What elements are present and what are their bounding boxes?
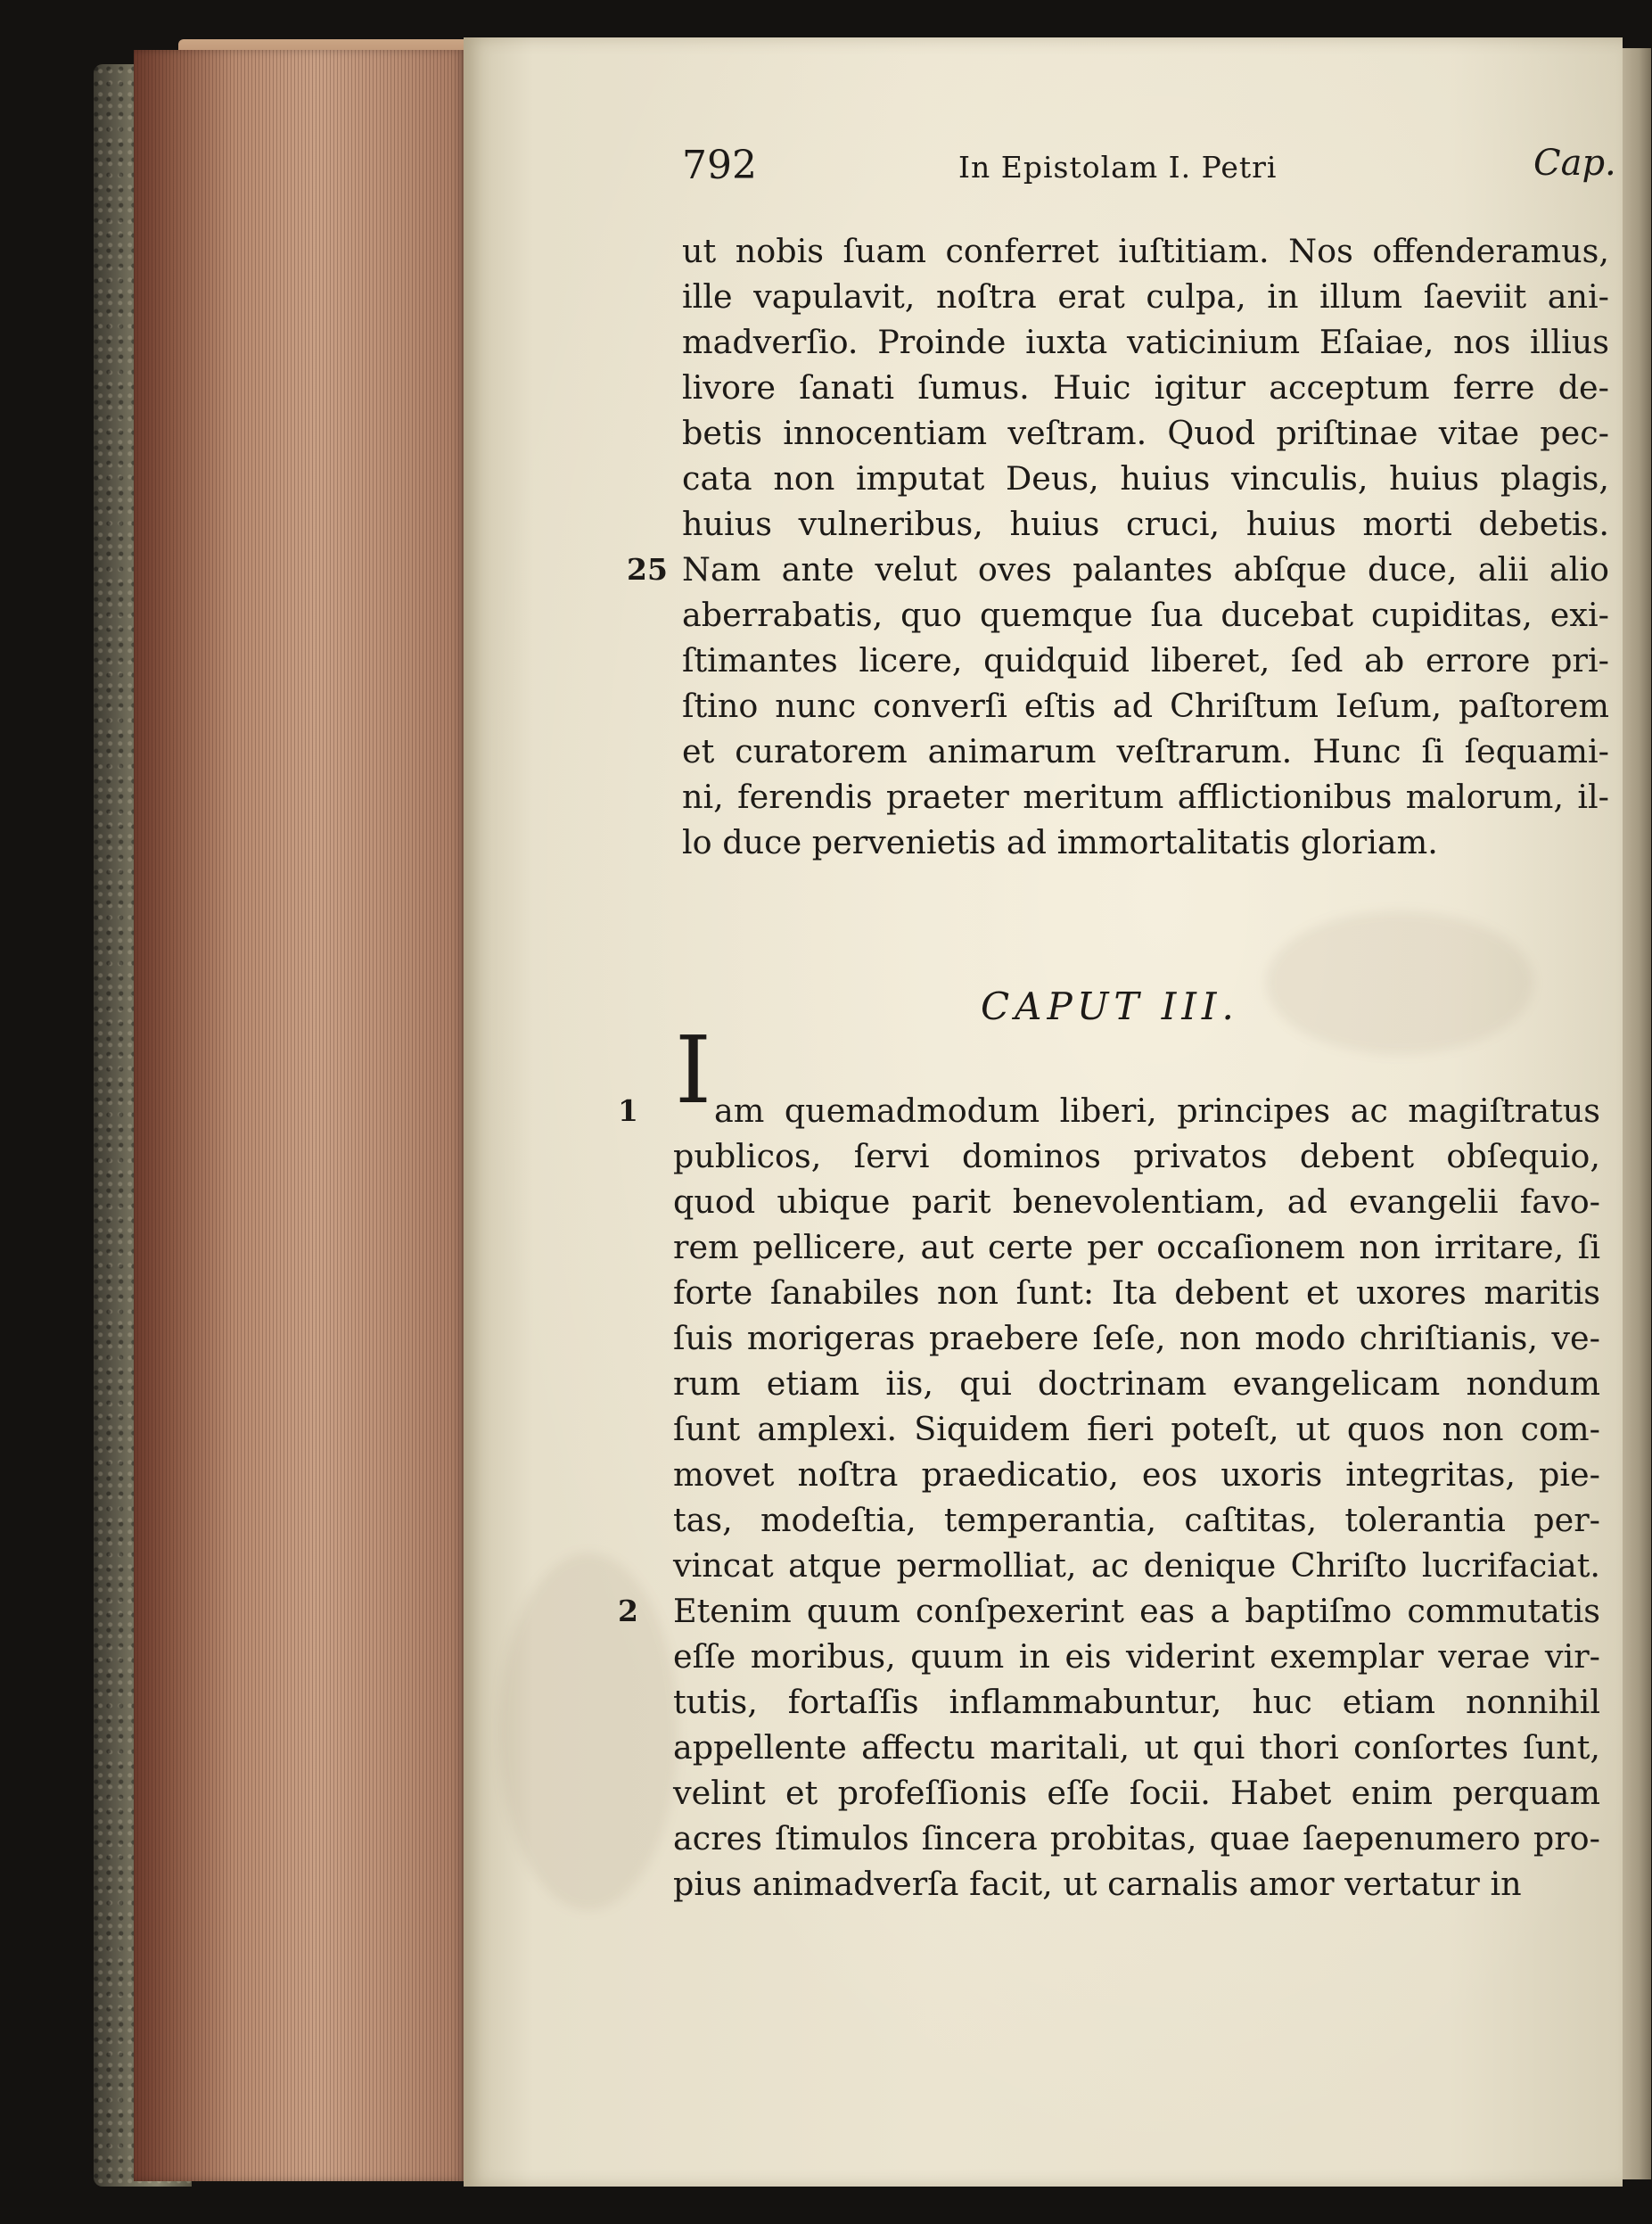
text-line [682, 729, 1609, 774]
line-text: appellente affectu maritali, ut qui thori conſortes ſunt, [673, 1728, 1600, 1767]
text-line [682, 638, 1609, 683]
text-line [673, 1315, 1600, 1361]
text-line [673, 1361, 1600, 1406]
text-block-2 [618, 1088, 1600, 1907]
line-text: ſunt amplexi. Siquidem fieri poteſt, ut quos non com- [673, 1410, 1600, 1448]
facing-page-edge [1621, 48, 1651, 2179]
drop-capital: I [675, 1016, 712, 1124]
line-text: eſſe moribus, quum in eis viderint exemplar verae vir- [673, 1637, 1600, 1676]
text-line [682, 501, 1609, 547]
text-line [682, 319, 1609, 365]
verse-number: 1 [618, 1093, 638, 1128]
text-line [673, 1816, 1600, 1861]
line-text: Etenim quum conſpexerint eas a baptiſmo commutatis [673, 1592, 1600, 1630]
text-line [682, 683, 1609, 729]
line-text: aberrabatis, quo quemque ſua ducebat cupiditas, exi- [682, 596, 1609, 634]
text-line [673, 1679, 1600, 1725]
line-text: ſtimantes licere, quidquid liberet, ſed ab errore pri- [682, 641, 1609, 680]
text-line [673, 1133, 1600, 1179]
line-text: ut nobis ſuam conferret iuſtitiam. Nos offenderamus, [682, 232, 1609, 270]
text-line [673, 1224, 1600, 1270]
line-text: pius animadverſa facit, ut carnalis amor vertatur in [673, 1865, 1522, 1903]
page-number: 792 [682, 143, 757, 188]
stain [1266, 911, 1533, 1054]
running-head-chapter: Cap. [1533, 143, 1616, 184]
line-text: rum etiam iis, qui doctrinam evangelicam nondum [673, 1364, 1600, 1403]
text-line [673, 1543, 1600, 1588]
text-line [682, 592, 1609, 638]
text-line [682, 365, 1609, 410]
page-block-edge [134, 50, 465, 2181]
line-text: Nam ante velut oves palantes abſque duce, alii alio [682, 550, 1609, 589]
text-line [673, 1861, 1600, 1907]
line-text: tas, modeſtia, temperantia, caſtitas, tolerantia per- [673, 1501, 1600, 1539]
text-line [627, 547, 1609, 592]
line-text: madverſio. Proinde iuxta vaticinium Eſaiae, nos illius [682, 323, 1609, 361]
line-text: am quemadmodum liberi, principes ac magiſtratus [714, 1091, 1600, 1130]
text-line [673, 1770, 1600, 1816]
text-line [682, 410, 1609, 456]
text-line [673, 1406, 1600, 1452]
verse-number: 2 [618, 1594, 638, 1628]
book-page [464, 37, 1623, 2187]
text-line [682, 456, 1609, 501]
line-text: rem pellicere, aut certe per occaſionem non irritare, ſi [673, 1228, 1600, 1266]
text-line [682, 820, 1609, 865]
chapter-heading: CAPUT III. [981, 984, 1239, 1028]
line-text: acres ſtimulos ſincera probitas, quae ſaepenumero pro- [673, 1819, 1600, 1857]
text-line [673, 1270, 1600, 1315]
text-line [673, 1497, 1600, 1543]
line-text: ille vapulavit, noſtra erat culpa, in illum ſaeviit ani- [682, 277, 1609, 316]
text-line [673, 1179, 1600, 1224]
line-text: forte ſanabiles non ſunt: Ita debent et uxores maritis [673, 1273, 1600, 1312]
line-text: et curatorem animarum veſtrarum. Hunc ſi ſequami- [682, 732, 1609, 770]
line-text: publicos, ſervi dominos privatos debent obſequio, [673, 1137, 1600, 1175]
text-line [673, 1725, 1600, 1770]
text-line [682, 774, 1609, 820]
text-line [682, 228, 1609, 274]
text-line [673, 1452, 1600, 1497]
line-text: movet noſtra praedicatio, eos uxoris integritas, pie- [673, 1455, 1600, 1494]
line-text: vincat atque permolliat, ac denique Chriſto lucrifaciat. [673, 1546, 1600, 1585]
line-text: quod ubique parit benevolentiam, ad evangelii favo- [673, 1182, 1600, 1221]
text-line [618, 1588, 1600, 1634]
text-block-1 [627, 228, 1609, 865]
line-text: betis innocentiam veſtram. Quod priſtinae vitae pec- [682, 414, 1609, 452]
line-text: cata non imputat Deus, huius vinculis, huius plagis, [682, 459, 1609, 498]
running-head-title: In Epistolam I. Petri [958, 150, 1278, 185]
line-text: ni, ferendis praeter meritum afflictionibus malorum, il- [682, 778, 1609, 816]
text-line [682, 274, 1609, 319]
verse-number: 25 [627, 552, 668, 587]
line-text: ſuis morigeras praebere ſeſe, non modo chriſtianis, ve- [673, 1319, 1600, 1357]
line-text: lo duce pervenietis ad immortalitatis gloriam. [682, 823, 1438, 861]
line-text: livore ſanati ſumus. Huic igitur acceptum ferre de- [682, 368, 1609, 407]
text-line [618, 1088, 1600, 1133]
text-line [673, 1634, 1600, 1679]
line-text: ſtino nunc converſi eſtis ad Chriſtum Ieſum, paſtorem [682, 687, 1609, 725]
stain [499, 1553, 678, 1910]
line-text: velint et profeſſionis eſſe ſocii. Habet enim perquam [673, 1774, 1600, 1812]
line-text: huius vulneribus, huius cruci, huius morti debetis. [682, 505, 1609, 543]
line-text: tutis, fortaſſis inflammabuntur, huc etiam nonnihil [673, 1683, 1600, 1721]
